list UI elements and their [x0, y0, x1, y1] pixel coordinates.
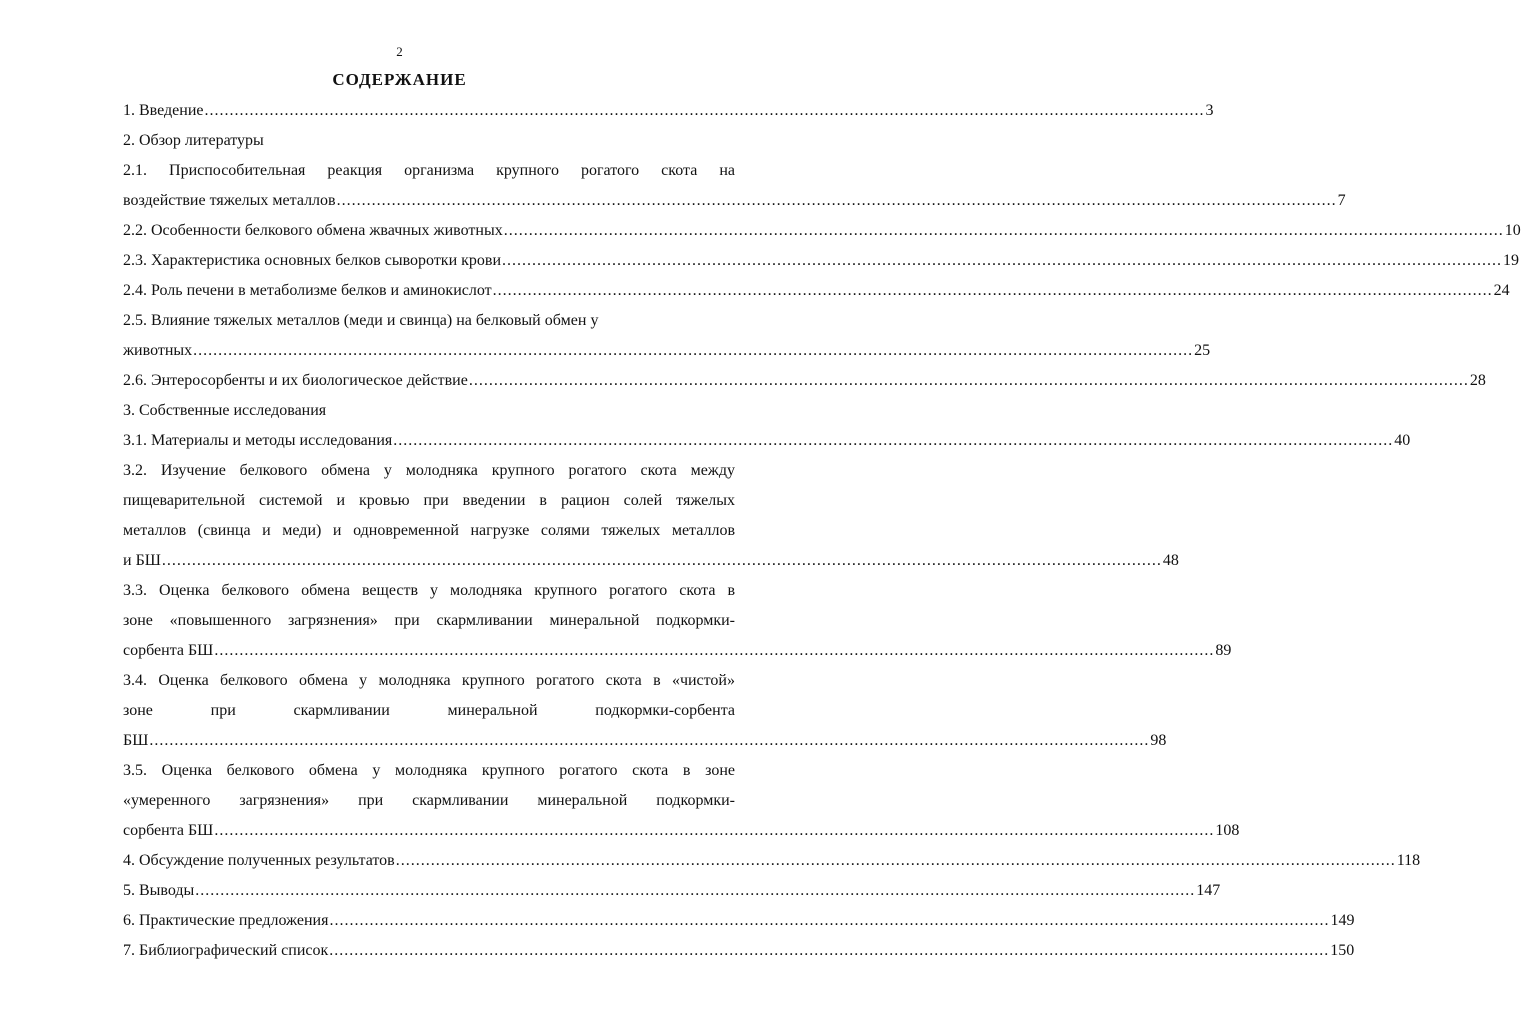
toc-entry-title: и БШ — [123, 552, 161, 569]
leader-dots: ........................................................................................................................................................................................................ — [395, 852, 1396, 869]
toc-entry-3-5-line: 3.5. Оценка белкового обмена у молодняка крупного рогатого скота в зоне — [123, 762, 735, 779]
leader-dots: ........................................................................................................................................................................................................ — [468, 372, 1469, 389]
toc-entry-page: 108 — [1215, 822, 1240, 839]
toc-entry-3-1 — [123, 431, 1411, 451]
toc-entry-title: 6. Практические предложения — [123, 912, 329, 929]
page-title: СОДЕРЖАНИЕ — [332, 70, 467, 89]
toc-entry-title: воздействие тяжелых металлов — [123, 192, 336, 209]
toc-entry-title: сорбента БШ — [123, 822, 214, 839]
toc-entry-page: 25 — [1194, 342, 1211, 359]
leader-dots: ........................................................................................................................................................................................................ — [492, 282, 1493, 299]
leader-dots: ........................................................................................................................................................................................................ — [161, 552, 1162, 569]
toc-entry-2-6 — [123, 371, 1486, 391]
toc-entry-3-5 — [123, 821, 1240, 841]
leader-dots: ........................................................................................................................................................................................................ — [204, 102, 1205, 119]
toc-entry-5 — [123, 881, 1221, 901]
toc-entry-page: 48 — [1162, 552, 1179, 569]
toc-section-heading: 3. Собственные исследования — [123, 402, 327, 419]
toc-entry-title: 7. Библиографический список — [123, 942, 329, 959]
toc-entry-page: 150 — [1330, 942, 1355, 959]
toc-entry-title: БШ — [123, 732, 149, 749]
toc-entry-7 — [123, 941, 1355, 961]
toc-entry-3-4-line: 3.4. Оценка белкового обмена у молодняка крупного рогатого скота в «чистой» — [123, 672, 735, 689]
toc-entry-title: 2.4. Роль печени в метаболизме белков и аминокислот — [123, 282, 492, 299]
toc-entry-2-2 — [123, 221, 1521, 241]
toc-entry-title: 4. Обсуждение полученных результатов — [123, 852, 395, 869]
toc-entry-2-1 — [123, 191, 1346, 211]
toc-entry-page: 7 — [1337, 192, 1346, 209]
toc-entry-title: 3.1. Материалы и методы исследования — [123, 432, 393, 449]
leader-dots: ........................................................................................................................................................................................................ — [195, 882, 1196, 899]
toc-entry-3-2 — [123, 551, 1179, 571]
toc-entry-intro — [123, 101, 1214, 121]
toc-entry-title: сорбента БШ — [123, 642, 214, 659]
toc-entry-3-2-line: металлов (свинца и меди) и одновременной нагрузке солями тяжелых металлов — [123, 522, 735, 539]
toc-entry-page: 19 — [1503, 252, 1520, 269]
toc-entry-title: животных — [123, 342, 193, 359]
toc-entry-3-5-line: «умеренного загрязнения» при скармливании минеральной подкормки- — [123, 792, 735, 809]
toc-entry-3-4 — [123, 731, 1167, 751]
leader-dots: ........................................................................................................................................................................................................ — [502, 252, 1503, 269]
toc-entry-page: 98 — [1150, 732, 1167, 749]
leader-dots: ........................................................................................................................................................................................................ — [393, 432, 1394, 449]
toc-section-heading: 2. Обзор литературы — [123, 132, 264, 149]
toc-entry-title: 2.6. Энтеросорбенты и их биологическое действие — [123, 372, 468, 389]
toc-entry-3-4-line: зоне при скармливании минеральной подкормки-сорбента — [123, 702, 735, 719]
leader-dots: ........................................................................................................................................................................................................ — [329, 912, 1330, 929]
toc-entry-page: 28 — [1469, 372, 1486, 389]
toc-entry-4 — [123, 851, 1421, 871]
toc-entry-2-5 — [123, 341, 1211, 361]
toc-entry-3-3 — [123, 641, 1232, 661]
toc-entry-page: 10 — [1504, 222, 1521, 239]
toc-entry-page: 24 — [1493, 282, 1510, 299]
toc-entry-2-5-line: 2.5. Влияние тяжелых металлов (меди и свинца) на белковый обмен у — [123, 312, 599, 329]
toc-entry-title: 1. Введение — [123, 102, 204, 119]
toc-entry-page: 118 — [1396, 852, 1421, 869]
leader-dots: ........................................................................................................................................................................................................ — [214, 642, 1215, 659]
leader-dots: ........................................................................................................................................................................................................ — [149, 732, 1150, 749]
toc-entry-title: 2.3. Характеристика основных белков сыворотки крови — [123, 252, 502, 269]
leader-dots: ........................................................................................................................................................................................................ — [336, 192, 1337, 209]
toc-entry-title: 5. Выводы — [123, 882, 195, 899]
toc-entry-2-3 — [123, 251, 1520, 271]
page-number: 2 — [396, 44, 403, 59]
toc-entry-page: 40 — [1394, 432, 1411, 449]
leader-dots: ........................................................................................................................................................................................................ — [329, 942, 1330, 959]
toc-entry-page: 149 — [1330, 912, 1355, 929]
toc-entry-2-1-line: 2.1. Приспособительная реакция организма крупного рогатого скота на — [123, 162, 735, 179]
toc-entry-2-4 — [123, 281, 1510, 301]
toc-entry-3-2-line: 3.2. Изучение белкового обмена у молодняка крупного рогатого скота между — [123, 462, 735, 479]
toc-entry-6 — [123, 911, 1355, 931]
toc-entry-3-2-line: пищеварительной системой и кровью при введении в рацион солей тяжелых — [123, 492, 735, 509]
toc-entry-page: 147 — [1196, 882, 1221, 899]
toc-entry-page: 3 — [1205, 102, 1214, 119]
leader-dots: ........................................................................................................................................................................................................ — [214, 822, 1215, 839]
toc-entry-page: 89 — [1215, 642, 1232, 659]
toc-entry-title: 2.2. Особенности белкового обмена жвачных животных — [123, 222, 503, 239]
leader-dots: ........................................................................................................................................................................................................ — [193, 342, 1194, 359]
toc-entry-3-3-line: зоне «повышенного загрязнения» при скармливании минеральной подкормки- — [123, 612, 735, 629]
leader-dots: ........................................................................................................................................................................................................ — [503, 222, 1504, 239]
toc-entry-3-3-line: 3.3. Оценка белкового обмена веществ у молодняка крупного рогатого скота в — [123, 582, 735, 599]
